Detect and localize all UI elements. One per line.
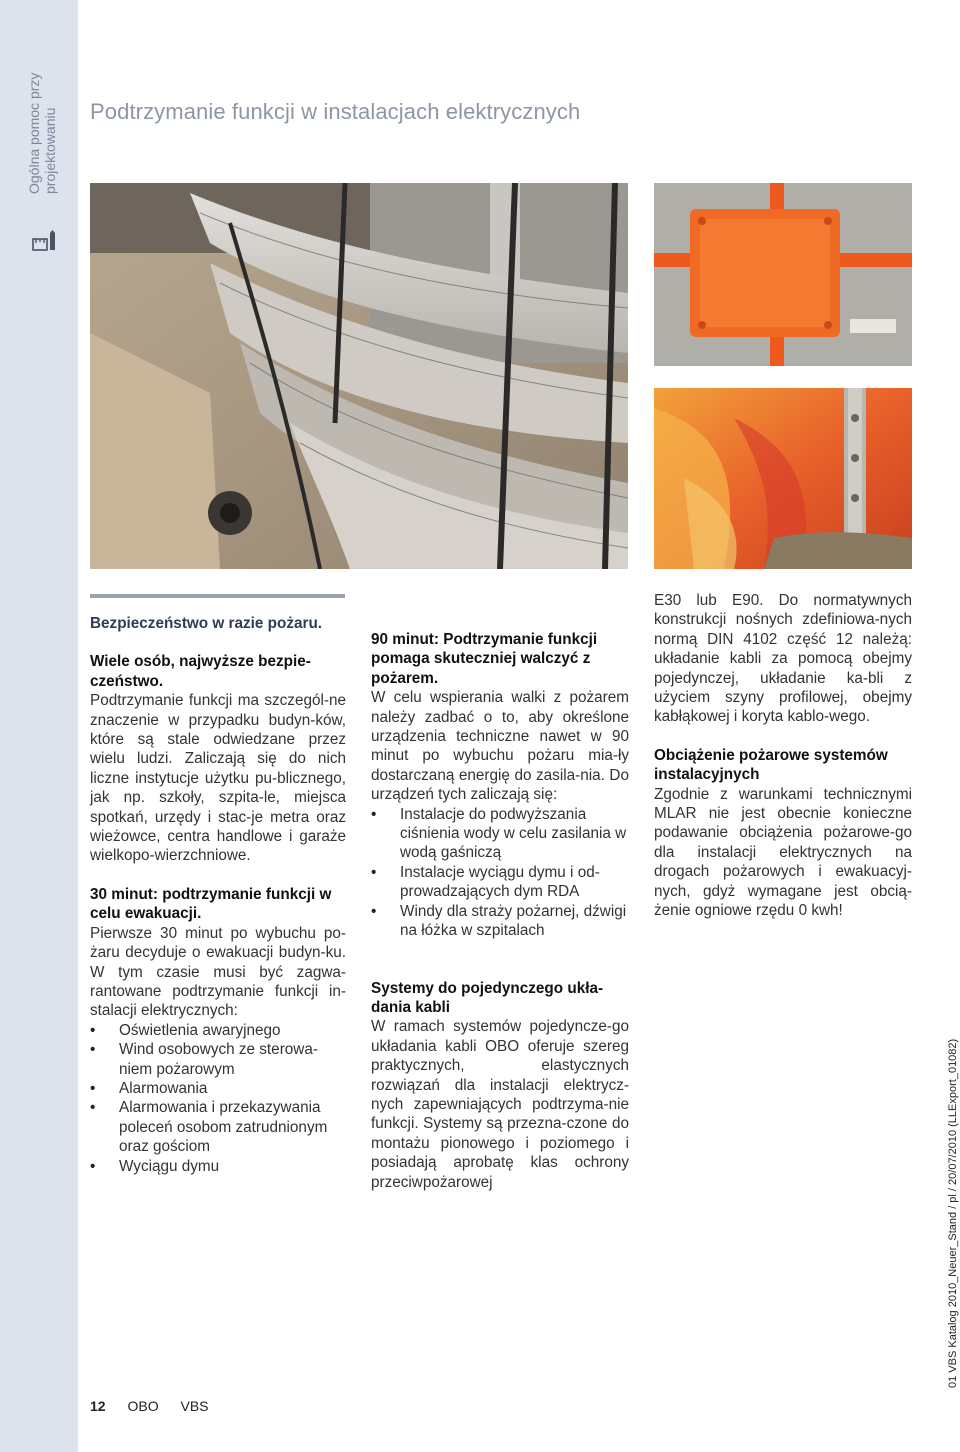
cable-trays-photo [90, 183, 628, 569]
list-item: • Instalacje do podwyższania ciśnienia wody w celu zasilania w wodą gaśniczą [371, 805, 629, 863]
page-footer [90, 1398, 227, 1414]
subheading-90-minutes: 90 minut: Podtrzymanie funkcji pomaga skuteczniej walczyć z pożarem. [371, 631, 598, 687]
bullet-list-90-minutes [371, 805, 629, 941]
list-item: • Windy dla straży pożarnej, dźwigi na łóżka w szpitalach [371, 902, 629, 941]
bullet-list-30-minutes [90, 1021, 346, 1176]
paragraph-single-cable-systems: W ramach systemów pojedyncze-go układania kabli OBO oferuje szereg praktycznych, elastycznych rozwiązań dla instalacji elektrycz-nych zapewniających podtrzyma-nie funkcji. Systemy są przezna-czone do montażu pionowego i poziomego i posiadają aprobatę klas ochrony przeciwpożarowej [371, 1018, 629, 1191]
print-code: 01 VBS Katalog 2010_Neuer_Stand / pl / 20/07/2010 (LLExport_01082) [947, 1038, 959, 1388]
paragraph-fire-load: Zgodnie z warunkami technicznymi MLAR nie jest obecnie konieczne podawanie obciążenia pożarowe-go dla instalacji elektrycznych na drogach pożarowych i ewakuacyj-nych, gdyż wymagane jest obcią-żenie ogniowe rzędu 0 kwh! [654, 785, 912, 920]
column-2 [371, 630, 629, 1192]
footer-brand: OBO [127, 1398, 159, 1414]
subheading-fire-load: Obciążenie pożarowe systemów instalacyjnych [654, 746, 888, 784]
footer-division: VBS [180, 1398, 209, 1414]
column-3 [654, 591, 912, 921]
page-number: 12 [90, 1398, 106, 1414]
list-item: • Wyciągu dymu [90, 1157, 346, 1176]
sidebar [0, 0, 78, 1452]
list-item: • Instalacje wyciągu dymu i od-prowadzających dym RDA [371, 863, 629, 902]
subheading-30-minutes: 30 minut: podtrzymanie funkcji w celu ewakuacji. [90, 885, 332, 923]
list-item: • Wind osobowych ze sterowa-niem pożarowym [90, 1040, 346, 1079]
list-item: • Alarmowania i przekazywania poleceń osobom zatrudnionym oraz gościom [90, 1098, 346, 1156]
page-title: Podtrzymanie funkcji w instalacjach elektrycznych [90, 98, 581, 124]
paragraph-intro: Podtrzymanie funkcji ma szczegól-ne znaczenie w przypadku budyn-ków, które są stale odwiedzane przez wielu ludzi. Zaliczają się do nich liczne instytucje użytku pu-blicznego, jak np. szkoły, szpita-le, miejsca spotkań, urzędy i stac-je metra oraz wieżowce, centra handlowe i garaże wielkopo-wierzchniowe. [90, 692, 346, 865]
list-item: • Oświetlenia awaryjnego [90, 1021, 346, 1040]
subheading-single-cable-systems: Systemy do pojedynczego ukła-dania kabli [371, 979, 604, 1016]
fire-test-photo [654, 388, 912, 569]
list-item: • Alarmowania [90, 1079, 346, 1098]
section-heading: Bezpieczeństwo w razie pożaru. [90, 615, 323, 632]
subheading-many-people: Wiele osób, najwyższe bezpie- czeństwo. [90, 653, 311, 690]
orange-junction-box-photo [654, 183, 912, 366]
ruler-pencil-icon [32, 230, 58, 252]
sidebar-section-label: Ogólna pomoc przy projektowaniu [26, 72, 58, 194]
paragraph-30-minutes: Pierwsze 30 minut po wybuchu po-żaru decyduje o ewakuacji budyn-ku. W tym czasie musi być zagwa-rantowane podtrzymanie funkcji in-stalacji elektrycznych: [90, 924, 346, 1020]
paragraph-90-minutes: W celu wspierania walki z pożarem należy zadbać o to, aby określone urządzenia techniczne nawet w 90 minut po wybuchu pożaru mia-ły dostarczaną energię do zasila-nia. Do urządzeń tych zaliczają się: [371, 689, 629, 804]
paragraph-din-4102: E30 lub E90. Do normatywnych konstrukcji nośnych zdefiniowa-nych normą DIN 4102 część 12 należą: układanie kabli za pomocą obejmy pojedynczej, układanie ka-bli z użyciem szyny profilowej, obejmy kabłąkowej i koryta kablo-wego. [654, 592, 912, 726]
section-divider [90, 594, 345, 598]
column-1 [90, 614, 346, 1176]
